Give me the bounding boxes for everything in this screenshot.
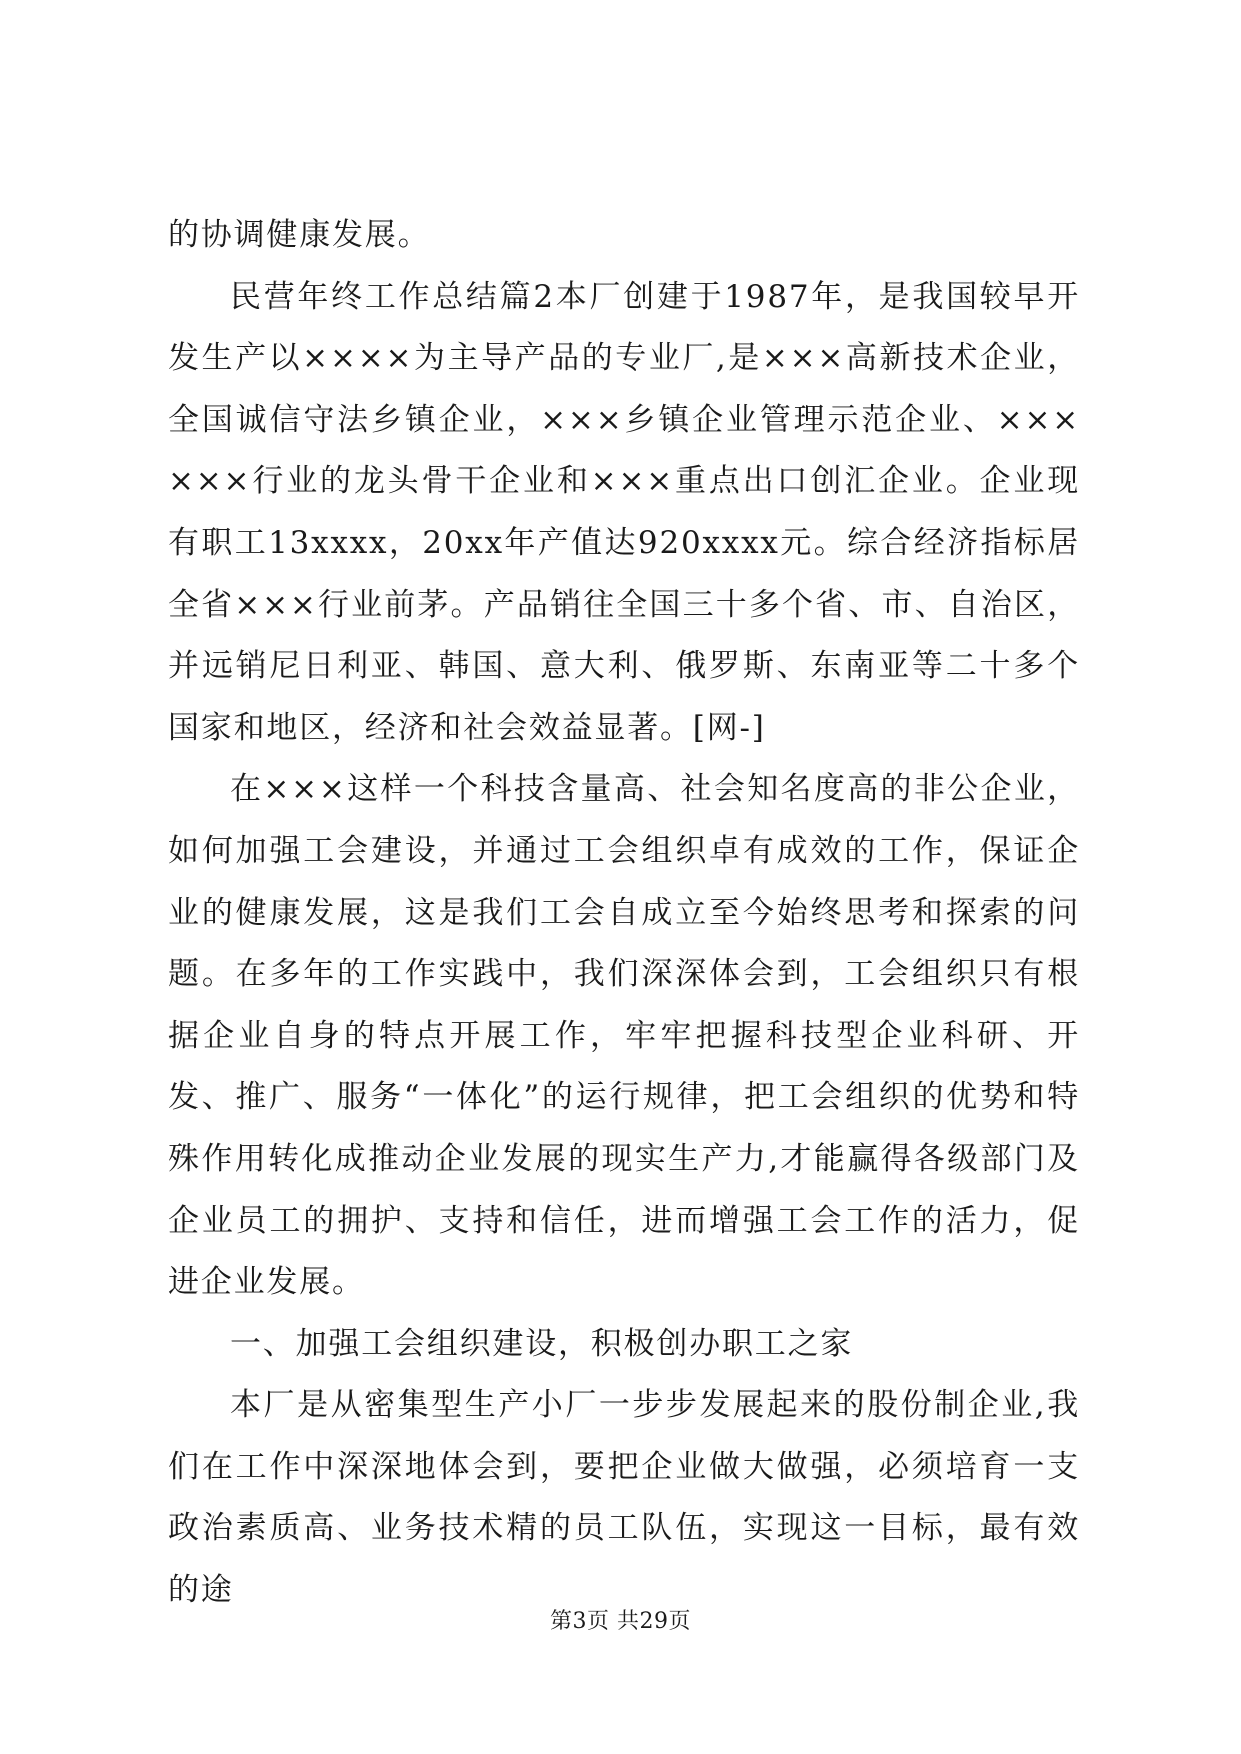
- paragraph-company-intro: 民营年终工作总结篇2本厂创建于1987年，是我国较早开发生产以××××为主导产品的专业厂,是×××高新技术企业，全国诚信守法乡镇企业，×××乡镇企业管理示范企业、××××××行业的龙头骨干企业和×××重点出口创汇企业。企业现有职工13xxxx，20xx年产值达920xxxx元。综合经济指标居全省×××行业前茅。产品销往全国三十多个省、市、自治区，并远销尼日利亚、韩国、意大利、俄罗斯、东南亚等二十多个国家和地区，经济和社会效益显著。[网-]: [168, 278, 1080, 746]
- document-body: [168, 205, 1080, 1622]
- paragraph-union-work: 在×××这样一个科技含量高、社会知名度高的非公企业，如何加强工会建设，并通过工会组织卓有成效的工作，保证企业的健康发展，这是我们工会自成立至今始终思考和探索的问题。在多年的工作实践中，我们深深体会到，工会组织只有根据企业自身的特点开展工作，牢牢把握科技型企业科研、开发、推广、服务“一体化”的运行规律，把工会组织的优势和特殊作用转化成推动企业发展的现实生产力,才能赢得各级部门及企业员工的拥护、支持和信任，进而增强工会工作的活力，促进企业发展。: [168, 771, 1080, 1301]
- section-heading-union-building: 一、加强工会组织建设，积极创办职工之家: [230, 1325, 854, 1362]
- page-number-footer: 第3页 共29页: [550, 1609, 691, 1634]
- paragraph-factory-development: 本厂是从密集型生产小厂一步步发展起来的股份制企业,我们在工作中深深地体会到，要把企业做大做强，必须培育一支政治素质高、业务技术精的员工队伍，实现这一目标，最有效的途: [168, 1387, 1080, 1609]
- paragraph-continuation: 的协调健康发展。: [168, 217, 431, 253]
